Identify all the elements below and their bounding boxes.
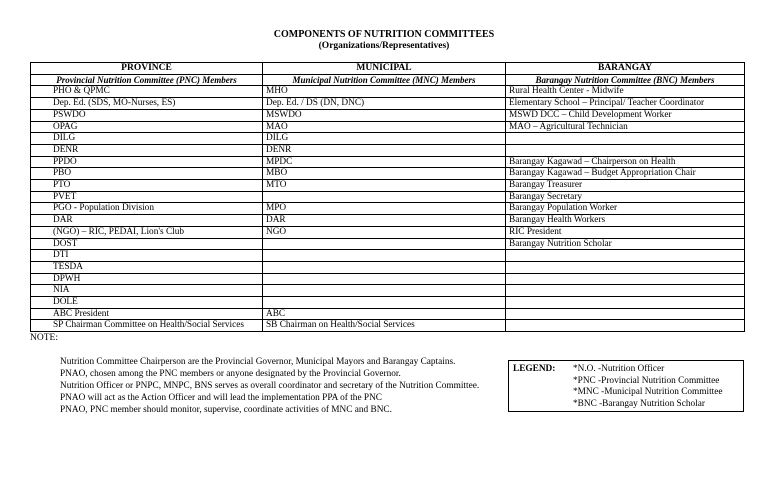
cell-barangay: Rural Health Center - Midwife (506, 86, 745, 98)
cell-barangay (506, 261, 745, 273)
table-row (31, 86, 745, 98)
table-row (31, 144, 745, 156)
cell-barangay (506, 144, 745, 156)
cell-barangay (506, 133, 745, 145)
table-row (31, 191, 745, 203)
cell-municipal (263, 285, 506, 297)
note-line: PNAO, chosen among the PNC members or anyone designated by the Provincial Governor. (60, 369, 401, 379)
document-subtitle: (Organizations/Representatives) (318, 41, 450, 51)
table-row (31, 297, 745, 309)
table-row (31, 308, 745, 320)
legend-item: *MNC -Municipal Nutrition Committee (573, 387, 723, 397)
cell-province: TESDA (31, 261, 263, 273)
cell-province: PGO - Population Division (31, 203, 263, 215)
table-row (31, 133, 745, 145)
legend-item: *PNC -Provincial Nutrition Committee (573, 375, 720, 386)
notes-block (60, 356, 479, 416)
cell-barangay (506, 250, 745, 262)
cell-barangay: MAO – Agricultural Technician (506, 121, 745, 133)
table-row (31, 203, 745, 215)
cell-municipal: DAR (263, 215, 506, 227)
cell-municipal (263, 273, 506, 285)
cell-province: DOST (31, 238, 263, 250)
cell-barangay (506, 320, 745, 332)
legend-item: *BNC -Barangay Nutrition Scholar (573, 398, 705, 409)
cell-municipal: SB Chairman on Health/Social Services (263, 320, 506, 332)
cell-province: SP Chairman Committee on Health/Social Services (31, 320, 263, 332)
cell-municipal: MPO (263, 203, 506, 215)
cell-municipal: Dep. Ed. / DS (DN, DNC) (263, 98, 506, 110)
committees-table (30, 62, 745, 332)
cell-province: PTO (31, 180, 263, 192)
cell-barangay (506, 285, 745, 297)
cell-barangay: MSWD DCC – Child Development Worker (506, 109, 745, 121)
cell-municipal: MBO (263, 168, 506, 180)
cell-municipal: MHO (263, 86, 506, 98)
cell-barangay: Barangay Population Worker (506, 203, 745, 215)
cell-municipal: MPDC (263, 156, 506, 168)
subheader-pnc: Provincial Nutrition Committee (PNC) Members (31, 74, 263, 86)
table-row (31, 98, 745, 110)
table-row (31, 285, 745, 297)
cell-barangay: Barangay Treasurer (506, 180, 745, 192)
table-subheader-row (31, 74, 745, 86)
cell-province: PBO (31, 168, 263, 180)
cell-province: Dep. Ed. (SDS, MO-Nurses, ES) (31, 98, 263, 110)
cell-municipal: MSWDO (263, 109, 506, 121)
cell-barangay: Barangay Kagawad – Chairperson on Health (506, 156, 745, 168)
note-line: PNAO, PNC member should monitor, supervise, coordinate activities of MNC and BNC. (60, 405, 392, 415)
table-row (31, 121, 745, 133)
cell-barangay: Barangay Health Workers (506, 215, 745, 227)
cell-province: DILG (31, 133, 263, 145)
cell-municipal (263, 297, 506, 309)
cell-municipal: MAO (263, 121, 506, 133)
cell-province: OPAG (31, 121, 263, 133)
subheader-bnc: Barangay Nutrition Committee (BNC) Members (506, 74, 745, 86)
document-title: COMPONENTS OF NUTRITION COMMITTEES (273, 29, 495, 40)
cell-barangay (506, 308, 745, 320)
header-municipal: MUNICIPAL (263, 63, 506, 75)
cell-province: DAR (31, 215, 263, 227)
note-line: PNAO will act as the Action Officer and will lead the implementation PPA of the PNC (60, 393, 382, 403)
note-label: NOTE: (30, 333, 58, 343)
table-header-row (31, 63, 745, 75)
cell-barangay: Barangay Kagawad – Budget Appropriation Chair (506, 168, 745, 180)
cell-province: PSWDO (31, 109, 263, 121)
legend-item: *N.O. -Nutrition Officer (573, 364, 665, 374)
cell-province: DPWH (31, 273, 263, 285)
legend-label: LEGEND: (513, 364, 556, 374)
table-row (31, 273, 745, 285)
note-line: Nutrition Officer or PNPC, MNPC, BNS serves as overall coordinator and secretary of the Nutrition Committee. (60, 381, 480, 391)
header-province: PROVINCE (31, 63, 263, 75)
table-row (31, 156, 745, 168)
cell-barangay: Barangay Nutrition Scholar (506, 238, 745, 250)
note-line: Nutrition Committee Chairperson are the Provincial Governor, Municipal Mayors and Barangay Captains. (60, 357, 456, 367)
cell-province: DOLE (31, 297, 263, 309)
cell-province: PVET (31, 191, 263, 203)
table-row (31, 180, 745, 192)
table-row (31, 320, 745, 332)
cell-barangay (506, 273, 745, 285)
cell-municipal: NGO (263, 226, 506, 238)
table-row (31, 226, 745, 238)
legend-items (573, 364, 723, 410)
table-row (31, 261, 745, 273)
cell-barangay: RIC President (506, 226, 745, 238)
cell-municipal (263, 238, 506, 250)
cell-municipal: DENR (263, 144, 506, 156)
cell-province: DTI (31, 250, 263, 262)
header-barangay: BARANGAY (506, 63, 745, 75)
cell-province: PHO & QPMC (31, 86, 263, 98)
table-row (31, 215, 745, 227)
cell-municipal (263, 261, 506, 273)
cell-municipal: MTO (263, 180, 506, 192)
cell-province: PPDO (31, 156, 263, 168)
table-row (31, 238, 745, 250)
legend-box (508, 360, 744, 412)
cell-province: ABC President (31, 308, 263, 320)
cell-municipal: DILG (263, 133, 506, 145)
cell-barangay (506, 297, 745, 309)
cell-province: (NGO) – RIC, PEDAI, Lion's Club (31, 226, 263, 238)
table-row (31, 168, 745, 180)
subheader-mnc: Municipal Nutrition Committee (MNC) Members (263, 74, 506, 86)
table-row (31, 250, 745, 262)
cell-province: DENR (31, 144, 263, 156)
cell-municipal: ABC (263, 308, 506, 320)
cell-municipal (263, 250, 506, 262)
table-row (31, 109, 745, 121)
cell-barangay: Elementary School – Principal/ Teacher Coordinator (506, 98, 745, 110)
cell-municipal (263, 191, 506, 203)
cell-province: NIA (31, 285, 263, 297)
cell-barangay: Barangay Secretary (506, 191, 745, 203)
